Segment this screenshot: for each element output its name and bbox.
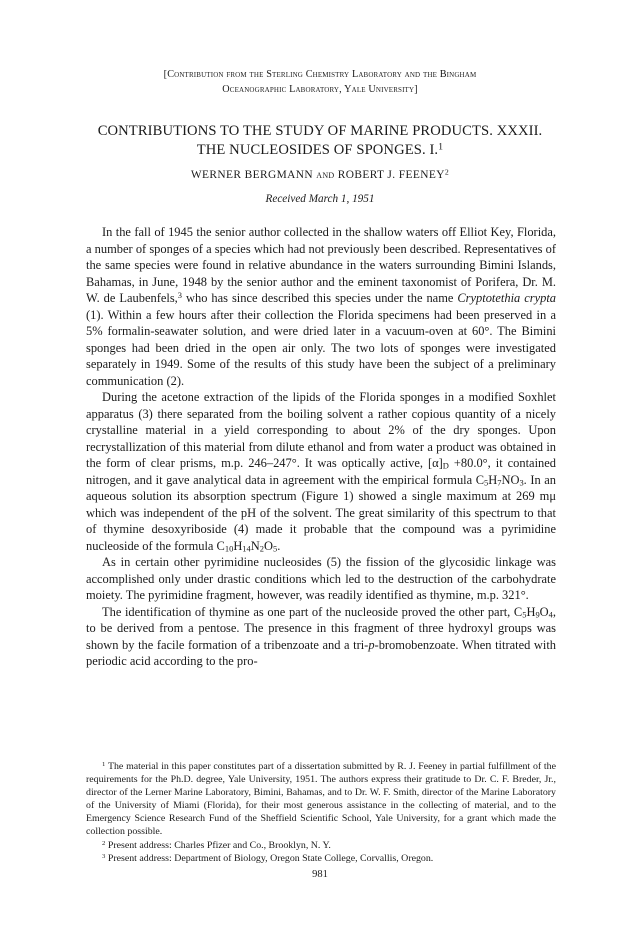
affiliation-line-1: [Contribution from the Sterling Chemistry Laboratory and the Bingham [163,69,477,80]
author-2: ROBERT J. FEENEY [337,169,445,181]
affiliation [90,68,550,97]
authors [90,169,550,181]
footnotes [86,760,556,865]
species-name: Cryptotethia crypta [457,291,557,305]
title-footnote-mark: 1 [438,141,444,153]
author-1: WERNER BERGMANN [190,169,313,181]
paragraph-3: As in certain other pyrimidine nucleosides (5) the fission of the glycosidic linkage was accomplished only under drastic conditions which led to the destruction of the carbohydrate moiety. The pyrimidine fragment, however, was readily identified as thymine, m.p. 321°. [86,555,556,602]
footnote-3: $^3$ Present address: Department of Biology, Oregon State College, Corvallis, Oregon. [102,852,434,864]
author-2-footnote-mark: 2 [444,167,450,177]
title-line-2: THE NUCLEOSIDES OF SPONGES. I.$^1$ [196,141,444,158]
title-line-1: CONTRIBUTIONS TO THE STUDY OF MARINE PRODUCTS. XXXII. [97,123,543,139]
footnote-1: $^1$ The material in this paper constitutes part of a dissertation submitted by R. J. Feeney in partial fulfillment of the requirements for the Ph.D. degree, Yale University, 1951. The authors express their gratitude to Dr. C. F. Breder, Jr., director of the Lerner Marine Laboratory, Bimini, Bahamas, and to Dr. W. F. Smith, director of the Marine Laboratory of the University of Miami (Florida), for their most generous assistance in the collecting of material, and to the Emergency Science Research Fund of the Sheffield Scientific School, Yale University, for a grant which made the collection possible. [86,760,556,838]
paragraph-4: The identification of thymine as one part of the nucleoside proved the other part, $C_5H_9O_4$, to be derived from a pentose. The presence in this fragment of three hydroxyl groups was shown by the facile formation of a tribenzoate and a tri-p-bromobenzoate. When titrated with periodic acid according to the pro- [86,604,556,668]
paragraph-2: During the acetone extraction of the lipids of the Florida sponges in a modified Soxhlet apparatus (3) there separated from the boiling solvent a rather copious quantity of a nicely crystalline material in a yield corresponding to about 2% of the dry sponges. Upon recrystallization of this material from dilute ethanol and from water a product was obtained in the form of clear prisms, m.p. 246–247°. It was optically active, $[\alpha]_D +80.0^\circ$, it contained nitrogen, and it gave analytical data in agreement with the empirical formula $C_5H_7NO_3$. In an aqueous solution its absorption spectrum (Figure 1) showed a single maximum at 269 mμ which was independent of the pH of the solvent. The great similarity of this spectrum to that of thymine desoxyriboside (4) made it probable that the compound was a pyrimidine nucleoside of the formula $C_{10}H_{14}N_2O_5$. [86,390,556,554]
received-date: Received March 1, 1951 [265,193,375,205]
affiliation-line-2: Oceanographic Laboratory, Yale University] [222,83,418,95]
paper-title [70,122,570,159]
author-conjunction: and [316,169,335,181]
paragraph-1: In the fall of 1945 the senior author collected in the shallow waters off Elliot Key, Florida, a number of sponges of a species which had not previously been described. Representatives of the same species were found in relative abundance in the waters surrounding Bimini Islands, Bahamas, in June, 1948 by the senior author and the eminent taxonomist of Porifera, Dr. M. W. de Laubenfels,$^3$ who has since described this species under the name Cryptotethia crypta (1). Within a few hours after their collection the Florida specimens had been preserved in a 5% formalin-seawater solution, and were dried later in a vacuum-oven at 60°. The Bimini sponges had been dried in the open air only. The two lots of sponges were investigated separately in 1949. Some of the results of this study have been the subject of a preliminary communication (2). [86,225,557,388]
footnote-2: $^2$ Present address: Charles Pfizer and Co., Brooklyn, N. Y. [102,839,331,851]
body-text [86,224,556,670]
page-number: 981 [312,869,328,880]
